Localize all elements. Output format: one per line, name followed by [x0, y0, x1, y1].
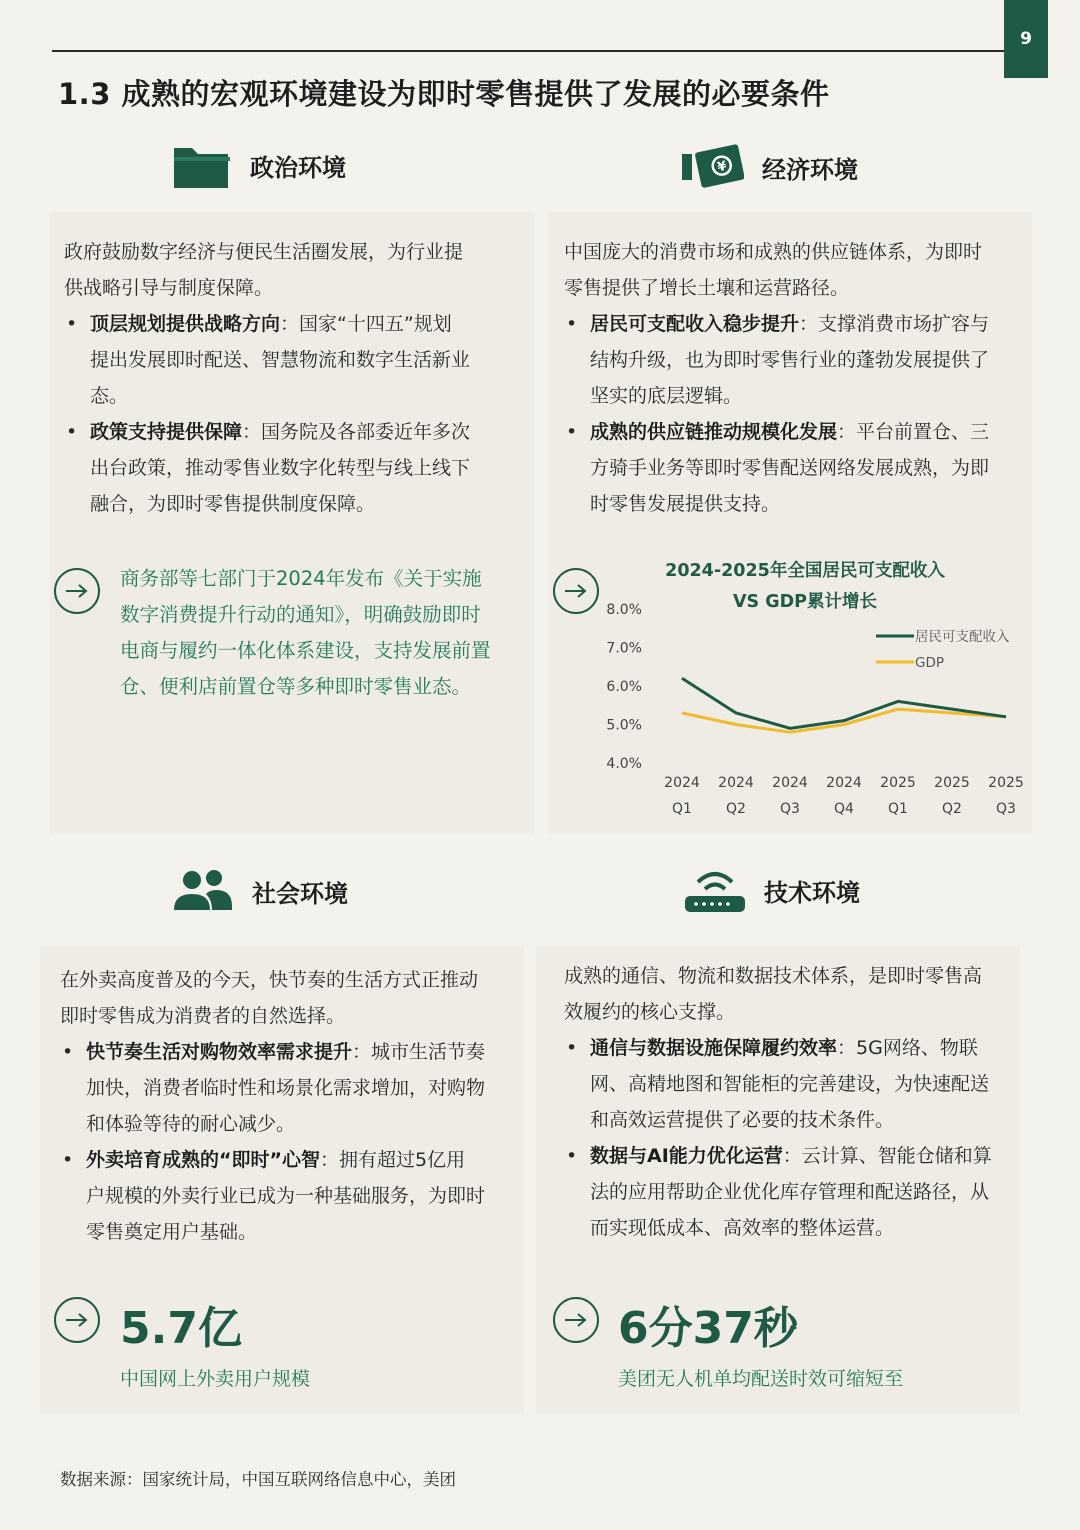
intro-line: 成熟的通信、物流和数据技术体系，是即时零售高	[564, 965, 983, 987]
highlight-line: 商务部等七部门于2024年发布《关于实施	[120, 567, 482, 590]
bullet-title: 数据与AI能力优化运营	[590, 1145, 783, 1167]
bullet-text: 融合，为即时零售提供制度保障。	[90, 493, 376, 515]
bullet-title: 居民可支配收入稳步提升	[590, 313, 800, 335]
x-tick-label: Q3	[996, 801, 1016, 817]
bullet-text: 提出发展即时配送、智慧物流和数字生活新业	[90, 349, 471, 371]
arrow-right-icon	[553, 568, 599, 614]
bullet-text: 时零售发展提供支持。	[590, 493, 781, 515]
technology-stat-caption: 美团无人机单均配送时效可缩短至	[618, 1368, 904, 1390]
x-tick-label: 2024	[718, 775, 754, 791]
highlight-line: 电商与履约一体化体系建设，支持发展前置	[120, 639, 491, 662]
society-title: 社会环境	[252, 879, 348, 908]
bullet-text: 加快，消费者临时性和场景化需求增加，对购物	[86, 1077, 486, 1099]
highlight-line: 数字消费提升行动的通知》，明确鼓励即时	[120, 603, 481, 626]
bullet-text: 网、高精地图和智能柜的完善建设，为快速配送	[590, 1073, 990, 1095]
y-tick-label: 8.0%	[606, 602, 642, 618]
legend-label: 居民可支配收入	[915, 629, 1010, 645]
chart-title-line: 2024-2025年全国居民可支配收入	[665, 561, 945, 581]
arrow-right-icon	[54, 568, 100, 614]
bullet-item	[564, 414, 1026, 522]
x-tick-label: Q2	[942, 801, 962, 817]
bullet-text: 零售奠定用户基础。	[86, 1221, 258, 1243]
bullet-text: 态。	[90, 385, 129, 407]
economy-bullets	[564, 306, 1026, 522]
society-header	[172, 868, 348, 914]
bullet-title: 快节奏生活对购物效率需求提升	[86, 1041, 353, 1063]
bullet-text: 坚实的底层逻辑。	[590, 385, 743, 407]
bullet-text: ：城市生活节奏	[352, 1041, 486, 1063]
highlight-line: 仓、便利店前置仓等多种即时零售业态。	[120, 675, 472, 698]
legend-label: GDP	[915, 655, 944, 671]
bullet-text: ：拥有超过5亿用	[319, 1149, 466, 1171]
technology-intro	[564, 958, 982, 1030]
income-gdp-line-chart	[600, 592, 1060, 832]
society-intro	[60, 962, 478, 1034]
series-line	[682, 678, 1006, 728]
x-tick-label: 2024	[664, 775, 700, 791]
politics-title: 政治环境	[250, 153, 346, 182]
bullet-text: 出台政策，推动零售业数字化转型与线上线下	[90, 457, 471, 479]
page-number: 9	[1004, 0, 1048, 78]
y-tick-label: 4.0%	[606, 756, 642, 772]
y-tick-label: 6.0%	[606, 679, 642, 695]
top-rule	[52, 50, 1004, 52]
bullet-text: ：国务院及各部委近年多次	[242, 421, 471, 443]
bullet-item	[564, 1030, 1026, 1138]
bullet-title: 成熟的供应链推动规模化发展	[590, 421, 838, 443]
chart-title-line: VS GDP累计增长	[733, 592, 877, 612]
politics-header	[172, 140, 346, 190]
technology-title: 技术环境	[764, 878, 860, 907]
arrow-right-icon	[553, 1297, 599, 1343]
bullet-title: 外卖培育成熟的“即时”心智	[86, 1149, 320, 1171]
economy-title: 经济环境	[762, 155, 858, 184]
bullet-text: ：支撑消费市场扩容与	[799, 313, 990, 335]
intro-line: 中国庞大的消费市场和成熟的供应链体系，为即时	[564, 241, 983, 263]
x-tick-label: Q4	[834, 801, 854, 817]
bullet-title: 顶层规划提供战略方向	[90, 313, 281, 335]
folder-icon	[172, 140, 232, 190]
society-stat-value: 5.7亿	[120, 1303, 242, 1354]
bullet-text: ：平台前置仓、三	[837, 421, 990, 443]
bullet-item	[64, 414, 524, 522]
bullet-item	[64, 306, 524, 414]
society-bullets	[60, 1034, 520, 1250]
bullet-text: ：国家“十四五”规划	[280, 313, 452, 335]
intro-line: 效履约的核心支撑。	[564, 1001, 736, 1023]
x-tick-label: 2024	[826, 775, 862, 791]
x-tick-label: Q1	[672, 801, 692, 817]
data-source-footer: 数据来源：国家统计局，中国互联网络信息中心，美团	[60, 1470, 456, 1489]
economy-intro	[564, 234, 982, 306]
technology-stat-value: 6分37秒	[618, 1303, 798, 1354]
intro-line: 零售提供了增长土壤和运营路径。	[564, 277, 850, 299]
bullet-title: 通信与数据设施保障履约效率	[590, 1037, 838, 1059]
bullet-item	[564, 1138, 1026, 1246]
x-tick-label: 2025	[988, 775, 1024, 791]
bullet-text: 而实现低成本、高效率的整体运营。	[590, 1217, 895, 1239]
svg-text:¥: ¥	[716, 158, 729, 176]
economy-header	[682, 142, 858, 192]
bullet-item	[60, 1142, 520, 1250]
intro-line: 即时零售成为消费者的自然选择。	[60, 1005, 346, 1027]
bullet-text: ：5G网络、物联	[837, 1037, 978, 1059]
x-tick-label: Q1	[888, 801, 908, 817]
money-hand-icon	[682, 142, 744, 192]
bullet-text: 法的应用帮助企业优化库存管理和配送路径，从	[590, 1181, 990, 1203]
bullet-text: 和高效运营提供了必要的技术条件。	[590, 1109, 895, 1131]
technology-bullets	[564, 1030, 1026, 1246]
bullet-item	[60, 1034, 520, 1142]
bullet-text: ：云计算、智能仓储和算	[782, 1145, 992, 1167]
bullet-text: 方骑手业务等即时零售配送网络发展成熟，为即	[590, 457, 990, 479]
bullet-text: 和体验等待的耐心减少。	[86, 1113, 296, 1135]
bullet-title: 政策支持提供保障	[90, 421, 243, 443]
y-tick-label: 7.0%	[606, 640, 642, 657]
intro-line: 供战略引导与制度保障。	[64, 277, 274, 299]
x-tick-label: 2025	[934, 775, 970, 791]
intro-line: 政府鼓励数字经济与便民生活圈发展，为行业提	[64, 241, 464, 263]
x-tick-label: 2025	[880, 775, 916, 791]
wifi-router-icon	[684, 866, 746, 914]
y-tick-label: 5.0%	[606, 717, 642, 734]
intro-line: 在外卖高度普及的今天，快节奏的生活方式正推动	[60, 969, 479, 991]
x-tick-label: 2024	[772, 775, 808, 791]
politics-bullets	[64, 306, 524, 522]
people-icon	[172, 868, 234, 914]
technology-header	[684, 866, 860, 914]
x-tick-label: Q3	[780, 801, 800, 817]
society-stat-caption: 中国网上外卖用户规模	[120, 1368, 311, 1390]
bullet-text: 户规模的外卖行业已成为一种基础服务，为即时	[86, 1185, 486, 1207]
politics-highlight	[120, 561, 491, 705]
section-title: 1.3 成熟的宏观环境建设为即时零售提供了发展的必要条件	[58, 77, 830, 111]
arrow-right-icon	[54, 1297, 100, 1343]
x-tick-label: Q2	[726, 801, 746, 817]
politics-intro	[64, 234, 463, 306]
bullet-item	[564, 306, 1026, 414]
bullet-text: 结构升级，也为即时零售行业的蓬勃发展提供了	[590, 349, 990, 371]
